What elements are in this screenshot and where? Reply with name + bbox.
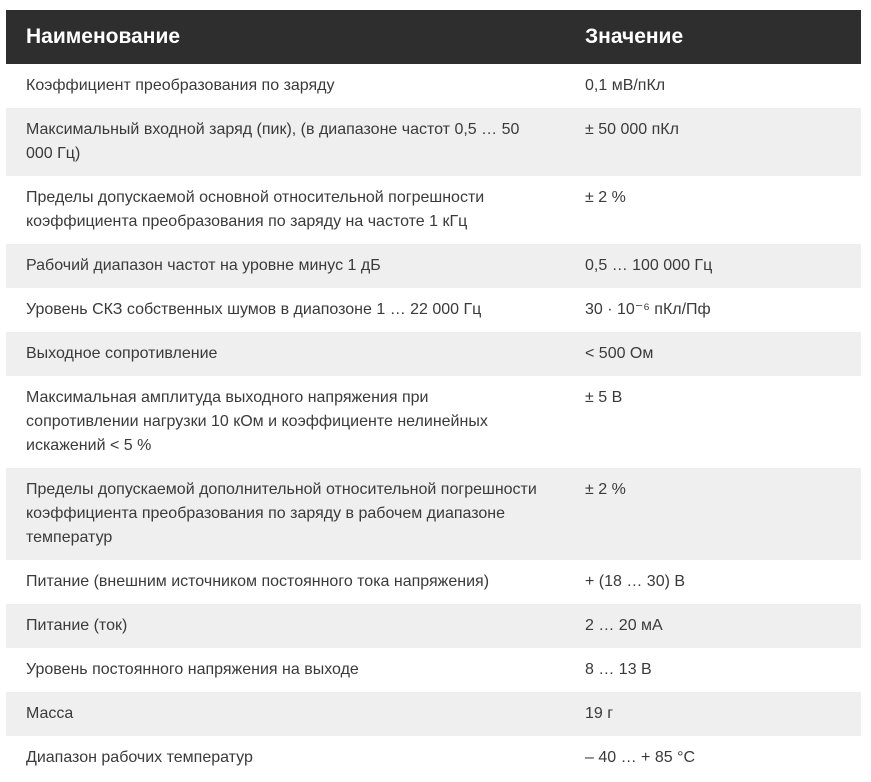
spec-value: 0,5 … 100 000 Гц: [565, 244, 861, 288]
spec-value: ± 2 %: [565, 468, 861, 560]
spec-name: Питание (внешним источником постоянного тока напряжения): [6, 560, 565, 604]
table-row: [6, 176, 861, 244]
table-row: [6, 64, 861, 108]
table-header-row: [6, 10, 861, 64]
spec-value: 2 … 20 мА: [565, 604, 861, 648]
spec-name: Рабочий диапазон частот на уровне минус 1 дБ: [6, 244, 565, 288]
spec-name: Пределы допускаемой основной относительной погрешности коэффициента преобразования по заряду на частоте 1 кГц: [6, 176, 565, 244]
table-row: [6, 376, 861, 468]
spec-value: ± 2 %: [565, 176, 861, 244]
spec-name: Максимальный входной заряд (пик), (в диапазоне частот 0,5 … 50 000 Гц): [6, 108, 565, 176]
spec-name: Питание (ток): [6, 604, 565, 648]
spec-name: Диапазон рабочих температур: [6, 736, 565, 780]
spec-name: Уровень СКЗ собственных шумов в диапозоне 1 … 22 000 Гц: [6, 288, 565, 332]
spec-name: Максимальная амплитуда выходного напряжения при сопротивлении нагрузки 10 кОм и коэффициенте нелинейных искажений < 5 %: [6, 376, 565, 468]
spec-value: 0,1 мВ/пКл: [565, 64, 861, 108]
spec-name: Масса: [6, 692, 565, 736]
table-row: [6, 332, 861, 376]
table-row: [6, 604, 861, 648]
spec-name: Уровень постоянного напряжения на выходе: [6, 648, 565, 692]
spec-value: + (18 … 30) В: [565, 560, 861, 604]
spec-name: Выходное сопротивление: [6, 332, 565, 376]
spec-value: 30 · 10⁻⁶ пКл/Пф: [565, 288, 861, 332]
table-row: [6, 288, 861, 332]
spec-name: Пределы допускаемой дополнительной относительной погрешности коэффициента преобразования по заряду в рабочем диапазоне температур: [6, 468, 565, 560]
table-row: [6, 560, 861, 604]
spec-value: ± 50 000 пКл: [565, 108, 861, 176]
spec-value: 8 … 13 В: [565, 648, 861, 692]
spec-name: Коэффициент преобразования по заряду: [6, 64, 565, 108]
table-row: [6, 108, 861, 176]
table-row: [6, 244, 861, 288]
spec-value: ± 5 В: [565, 376, 861, 468]
specifications-table: [6, 10, 861, 780]
table-row: [6, 648, 861, 692]
table-row: [6, 736, 861, 780]
table-row: [6, 468, 861, 560]
spec-value: – 40 … + 85 °С: [565, 736, 861, 780]
spec-value: 19 г: [565, 692, 861, 736]
table-row: [6, 692, 861, 736]
column-header-name: Наименование: [6, 10, 565, 64]
spec-value: < 500 Ом: [565, 332, 861, 376]
column-header-value: Значение: [565, 10, 861, 64]
